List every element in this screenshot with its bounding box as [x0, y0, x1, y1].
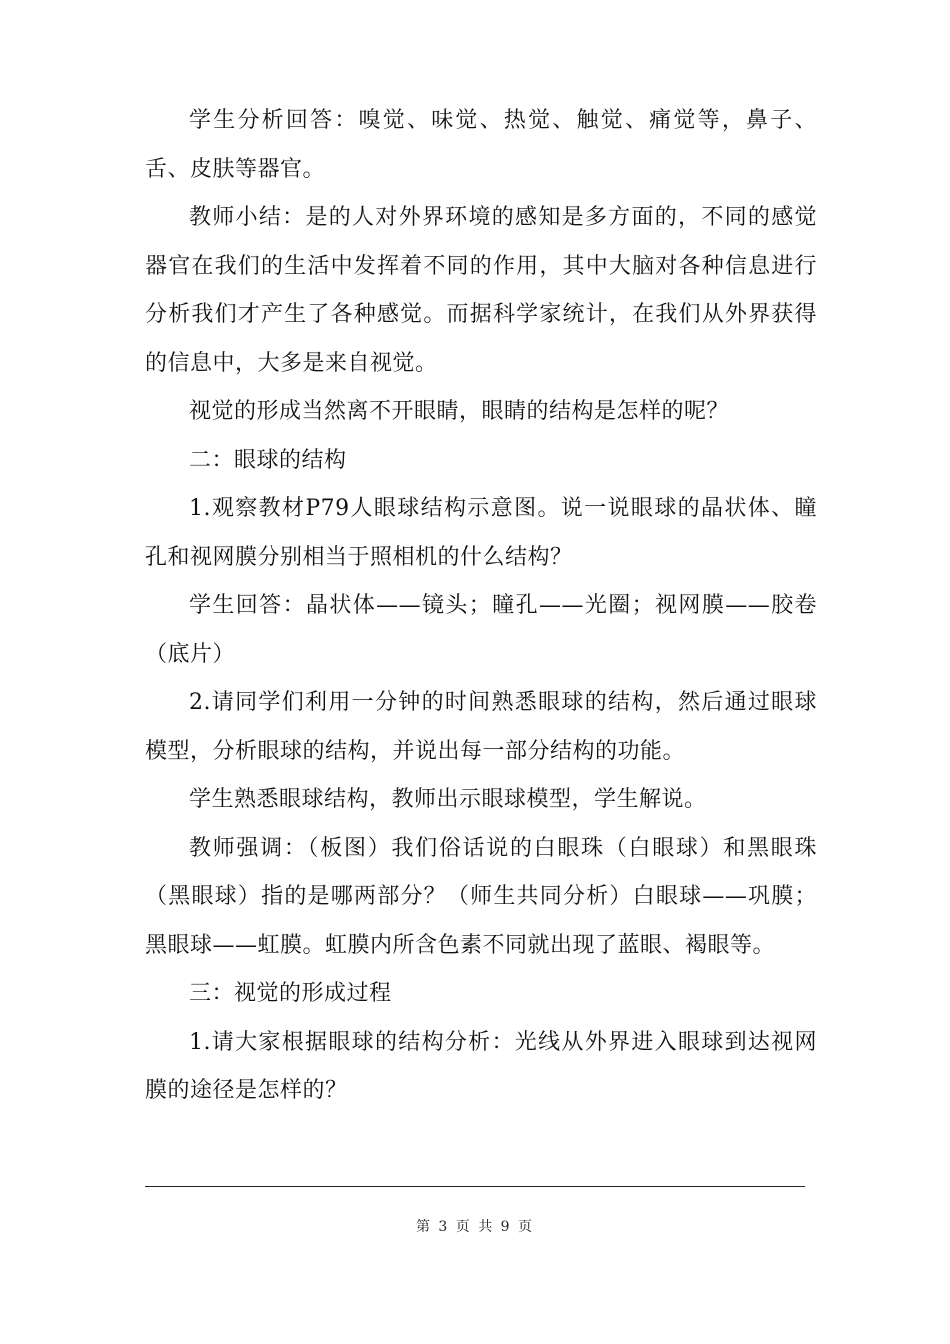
paragraph-familiarize-model: 2.请同学们利用一分钟的时间熟悉眼球的结构，然后通过眼球模型，分析眼球的结构，并说出每一部分结构的功能。: [145, 690, 817, 764]
paragraph-student-answer-senses: 学生分析回答：嗅觉、味觉、热觉、触觉、痛觉等，鼻子、舌、皮肤等器官。: [145, 108, 817, 182]
footer-divider: [145, 1186, 805, 1187]
paragraph-light-path-question: 1.请大家根据眼球的结构分析：光线从外界进入眼球到达视网膜的途径是怎样的？: [145, 1029, 817, 1103]
page-number-footer: 第 3 页 共 9 页: [415, 1219, 535, 1235]
section-heading-eyeball-structure: 二：眼球的结构: [189, 447, 347, 473]
paragraph-teacher-emphasis: 教师强调：（板图）我们俗话说的白眼珠（白眼球）和黑眼珠（黑眼球）指的是哪两部分？（师生共同分析）白眼球——巩膜；黑眼球——虹膜。虹膜内所含色素不同就出现了蓝眼、褐眼等。: [145, 835, 817, 958]
paragraph-observe-diagram: 1.观察教材P79人眼球结构示意图。说一说眼球的晶状体、瞳孔和视网膜分别相当于照相机的什么结构？: [145, 496, 817, 570]
paragraph-teacher-summary: 教师小结：是的人对外界环境的感知是多方面的，不同的感觉器官在我们的生活中发挥着不同的作用，其中大脑对各种信息进行分析我们才产生了各种感觉。而据科学家统计，在我们从外界获得的信息中，大多是来自视觉。: [145, 205, 817, 376]
document-body: [145, 97, 817, 1116]
paragraph-student-explains: 学生熟悉眼球结构，教师出示眼球模型，学生解说。: [189, 787, 707, 812]
section-heading-vision-formation: 三：视觉的形成过程: [189, 981, 392, 1006]
paragraph-vision-question: 视觉的形成当然离不开眼睛，眼睛的结构是怎样的呢？: [189, 399, 730, 424]
paragraph-student-answer-camera: 学生回答：晶状体——镜头；瞳孔——光圈；视网膜——胶卷（底片）: [145, 593, 817, 667]
